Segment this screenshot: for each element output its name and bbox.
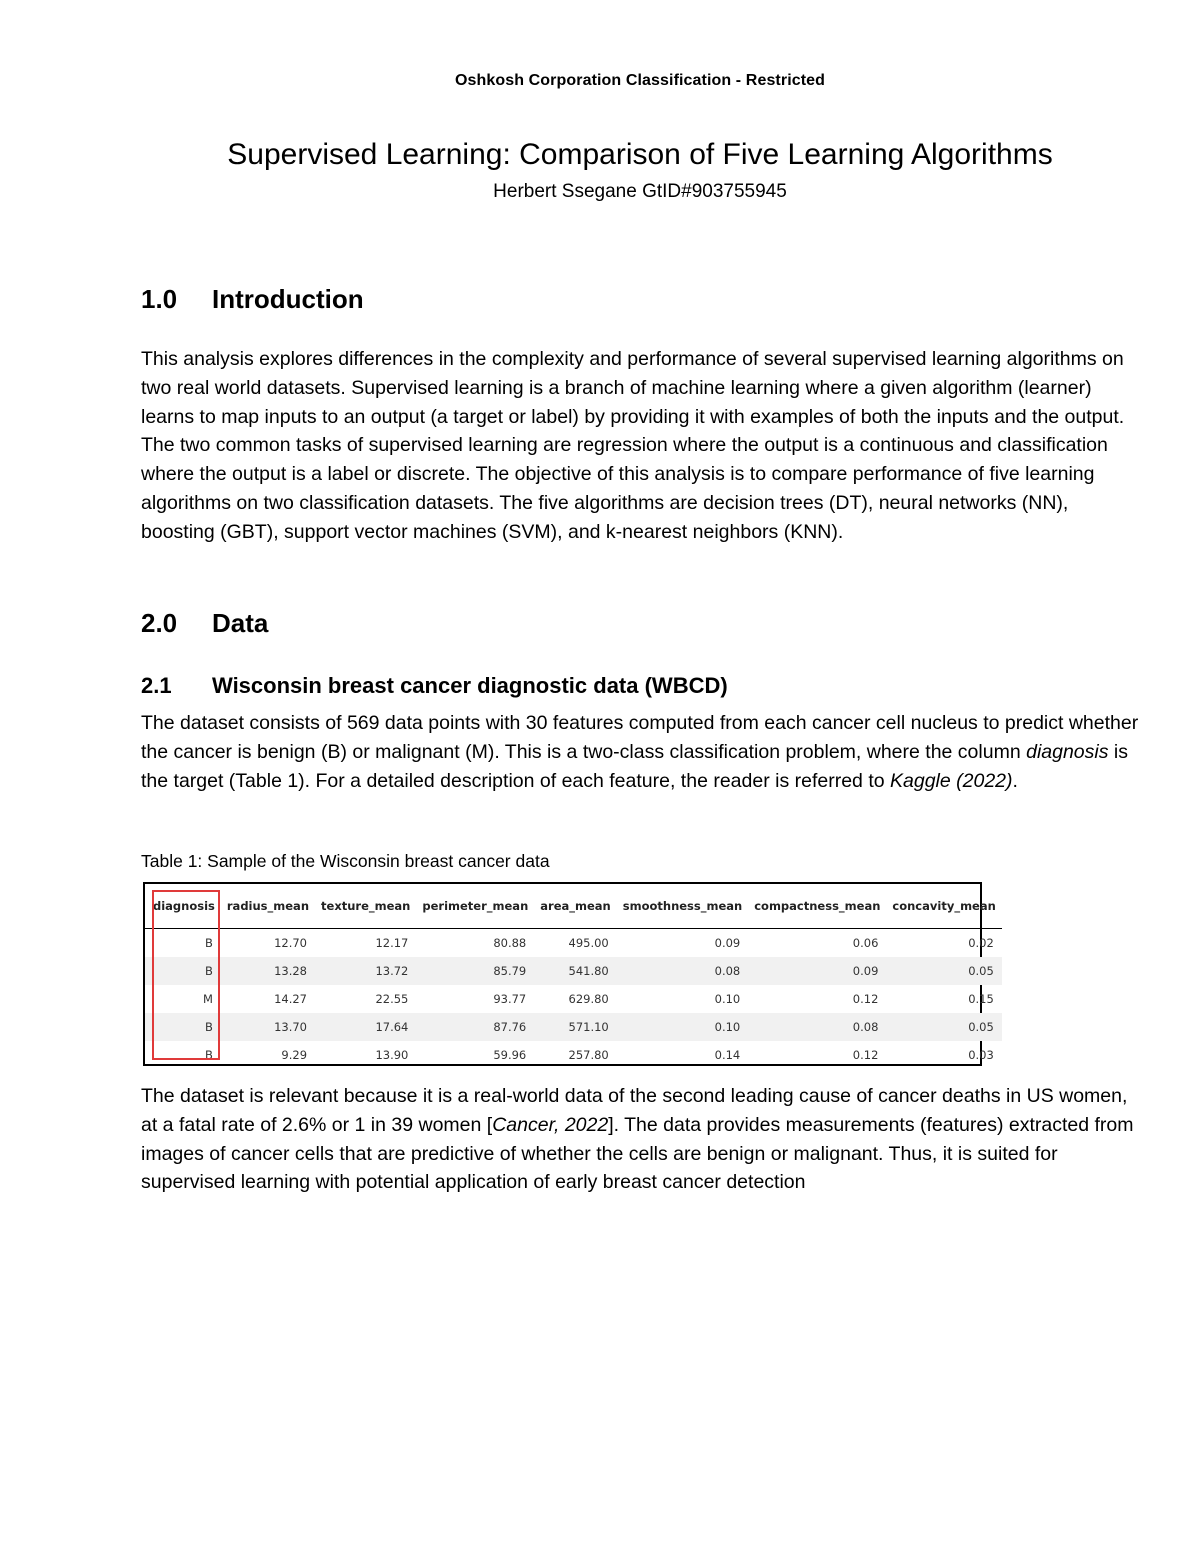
column-header-diagnosis: diagnosis [145,884,221,929]
table-cell-texture-mean: 22.55 [375,992,409,1006]
table-cell-radius-mean: 9.29 [281,1048,308,1062]
table-cell-area-mean: 495.00 [568,936,609,950]
table-row [145,985,1002,1013]
table-row [145,1013,1002,1041]
section-title: Introduction [212,284,364,314]
column-header-smoothness-mean: smoothness_mean [617,884,748,929]
table-header-row [145,884,1002,929]
table-cell-texture-mean: 17.64 [315,1013,416,1041]
table-cell-area-mean: 571.10 [534,1013,616,1041]
table-body [145,929,1002,1070]
column-header-radius-mean: radius_mean [221,884,315,929]
table-cell-concavity-mean: 0.05 [886,1013,1001,1041]
table-row [145,929,1002,958]
table-cell-diagnosis: B [145,957,221,985]
table-cell-diagnosis: B [205,936,213,950]
table-row [145,1041,1002,1069]
table-cell-texture-mean: 12.17 [375,936,409,950]
table-cell-perimeter-mean: 93.77 [493,992,527,1006]
section-heading-data [141,608,268,639]
table-cell-concavity-mean: 0.03 [968,1048,994,1062]
table-cell-perimeter-mean: 59.96 [493,1048,527,1062]
table-cell-area-mean: 541.80 [534,957,616,985]
relevance-paragraph [141,1082,1146,1197]
table-row [145,957,1002,985]
table-cell-compactness-mean: 0.09 [748,957,886,985]
wbcd-italic-diagnosis: diagnosis [1026,740,1109,763]
table-cell-radius-mean: 13.70 [221,1013,315,1041]
column-header-compactness-mean: compactness_mean [748,884,886,929]
table-cell-smoothness-mean: 0.08 [617,957,748,985]
column-header-concavity-mean: concavity_mean [886,884,1001,929]
column-header-perimeter-mean: perimeter_mean [416,884,534,929]
table-cell-diagnosis: M [202,992,213,1006]
section-number: 2.1 [141,673,172,698]
document-title: Supervised Learning: Comparison of Five Learning Algorithms [227,138,1053,171]
wbcd-text-2: is the target (Table 1). For a detailed description of each feature, the reader is referred to [141,740,1128,792]
table-cell-concavity-mean: 0.02 [968,936,994,950]
table-cell-compactness-mean: 0.06 [852,936,879,950]
introduction-paragraph: This analysis explores differences in the complexity and performance of several supervised learning algorithms on two real world datasets. Supervised learning is a branch of machine learning where a given algorithm (learner) learns to map inputs to an output (a target or label) by providing it with examples of both the inputs and the output. The two common tasks of supervised learning are regression where the output is a continuous and classification where the output is a label or discrete. The objective of this analysis is to compare performance of five learning algorithms on two classification datasets. The five algorithms are decision trees (DT), neural networks (NN), boosting (GBT), support vector machines (SVM), and k-nearest neighbors (KNN). [141,348,1125,543]
table-cell-compactness-mean: 0.08 [748,1013,886,1041]
data-table [145,884,1002,1069]
data-table-frame [143,882,996,1066]
table-caption: Table 1: Sample of the Wisconsin breast cancer data [141,851,550,871]
column-header-area-mean: area_mean [534,884,616,929]
section-number: 1.0 [141,284,178,314]
table-cell-diagnosis: B [145,1013,221,1041]
section-title: Data [212,608,269,638]
section-title: Wisconsin breast cancer diagnostic data (WBCD) [212,673,728,698]
table-cell-concavity-mean: 0.15 [968,992,994,1006]
table-cell-compactness-mean: 0.12 [852,992,879,1006]
section-number: 2.0 [141,608,178,638]
section-heading-wbcd [141,673,728,699]
table-cell-perimeter-mean: 87.76 [416,1013,534,1041]
table-cell-compactness-mean: 0.12 [852,1048,879,1062]
table-cell-area-mean: 629.80 [568,992,609,1006]
table-cell-perimeter-mean: 85.79 [416,957,534,985]
table-cell-texture-mean: 13.90 [375,1048,409,1062]
relevance-text-2: ]. The data provides measurements (features) extracted from images of cancer cells that are predictive of whether the cells are benign or malignant. Thus, it is suited for supervised learning with potential application of early breast cancer detection [141,1113,1134,1194]
table-cell-area-mean: 257.80 [568,1048,609,1062]
table-cell-diagnosis: B [205,1048,213,1062]
table-cell-concavity-mean: 0.05 [886,957,1001,985]
table-cell-perimeter-mean: 80.88 [493,936,527,950]
table-cell-smoothness-mean: 0.09 [714,936,741,950]
table-cell-radius-mean: 14.27 [274,992,308,1006]
document-author: Herbert Ssegane GtID#903755945 [493,181,787,202]
column-header-texture-mean: texture_mean [315,884,416,929]
table-cell-smoothness-mean: 0.10 [617,1013,748,1041]
table-cell-radius-mean: 13.28 [221,957,315,985]
wbcd-italic-kaggle: Kaggle (2022) [890,769,1013,792]
wbcd-text-1: The dataset consists of 569 data points with 30 features computed from each cancer cell nucleus to predict whether the cancer is benign (B) or malignant (M). This is a two-class classification problem, where the column [141,712,1139,763]
section-heading-introduction [141,284,364,315]
table-cell-radius-mean: 12.70 [274,936,308,950]
classification-label: Oshkosh Corporation Classification - Restricted [454,72,826,89]
wbcd-paragraph [141,709,1146,795]
relevance-text-1: The dataset is relevant because it is a real-world data of the second leading cause of cancer deaths in US women, at a fatal rate of 2.6% or 1 in 39 women [ [141,1085,1128,1136]
table-cell-smoothness-mean: 0.14 [714,1048,741,1062]
table-cell-smoothness-mean: 0.10 [714,992,741,1006]
wbcd-text-3: . [1012,769,1018,792]
table-cell-texture-mean: 13.72 [315,957,416,985]
relevance-italic-cancer: Cancer, 2022 [492,1113,609,1136]
